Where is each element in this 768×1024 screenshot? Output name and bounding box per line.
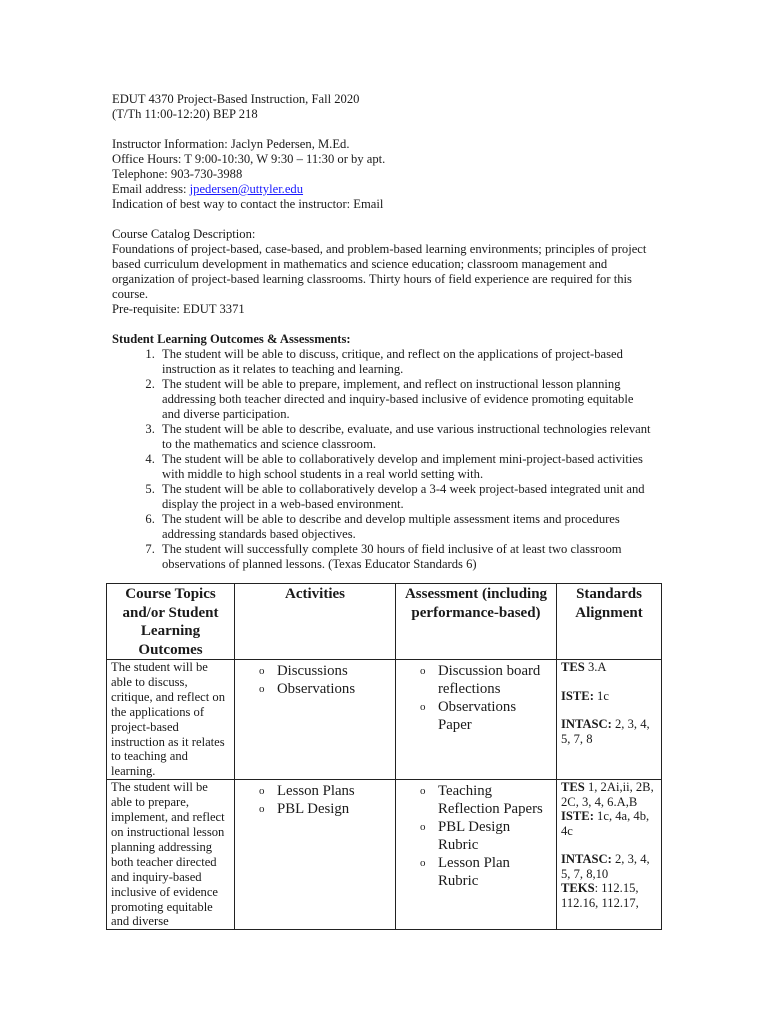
instructor-info: Instructor Information: Jaclyn Pedersen, M.Ed. bbox=[112, 137, 350, 151]
assessment-item: o Observations Paper bbox=[420, 698, 552, 734]
standard-iste: ISTE: 1c bbox=[561, 688, 609, 703]
activities-list bbox=[239, 662, 391, 698]
row-outcome: The student will be able to discuss, critique, and reflect on the applications of project-based instruction as it relates to teaching and learning. bbox=[107, 660, 235, 780]
assessment-item: o Discussion board reflections bbox=[420, 662, 552, 698]
outcomes-heading: Student Learning Outcomes & Assessments: bbox=[112, 332, 351, 346]
row-outcome: The student will be able to prepare, implement, and reflect on instructional lesson planning addressing both teacher directed and inquiry-based inclusive of evidence promoting equitable and diverse bbox=[107, 780, 235, 930]
row-standards bbox=[557, 780, 662, 930]
outcome-item: 6. The student will be able to describe and develop multiple assessment items and procedures addressing standards based objectives. bbox=[158, 512, 653, 542]
table-row bbox=[107, 780, 662, 930]
outcome-item: 5. The student will be able to collaboratively develop a 3-4 week project-based integrated unit and display the project in a web-based environment. bbox=[158, 482, 653, 512]
table-header-row bbox=[107, 584, 662, 660]
row-assessments bbox=[396, 780, 557, 930]
activity-item: o Lesson Plans bbox=[259, 782, 391, 800]
standard-intasc: INTASC: 2, 3, 4, 5, 7, 8,10 bbox=[561, 852, 650, 881]
standard-intasc: INTASC: 2, 3, 4, 5, 7, 8 bbox=[561, 717, 650, 746]
course-schedule: (T/Th 11:00-12:20) BEP 218 bbox=[112, 107, 258, 121]
outcome-item: 4. The student will be able to collaboratively develop and implement mini-project-based activities with middle to high school students in a real world setting with. bbox=[158, 452, 653, 482]
row-activities bbox=[235, 780, 396, 930]
table-row bbox=[107, 660, 662, 780]
row-assessments bbox=[396, 660, 557, 780]
office-hours: Office Hours: T 9:00-10:30, W 9:30 – 11:30 or by apt. bbox=[112, 152, 386, 166]
standard-teks: TEKS: 112.15, 112.16, 112.17, bbox=[561, 881, 639, 910]
telephone: Telephone: 903-730-3988 bbox=[112, 167, 243, 181]
catalog-description: Foundations of project-based, case-based, and problem-based learning environments; principles of project based curriculum development in mathematics and science education; classroom management and organization of project-based learning classrooms. Thirty hours of field experience are required for this course. bbox=[112, 242, 647, 301]
assessment-item: o Teaching Reflection Papers bbox=[420, 782, 552, 818]
alignment-table bbox=[106, 583, 662, 930]
row-standards bbox=[557, 660, 662, 780]
standard-tes: TES 1, 2Ai,ii, 2B, 2C, 3, 4, 6.A,B bbox=[561, 780, 654, 809]
assessments-list bbox=[400, 662, 552, 734]
standard-iste: ISTE: 1c, 4a, 4b, 4c bbox=[561, 809, 650, 838]
email-link[interactable]: jpedersen@uttyler.edu bbox=[189, 182, 304, 196]
contact-preference: Indication of best way to contact the instructor: Email bbox=[112, 197, 384, 211]
header-assessment: Assessment (including performance-based) bbox=[396, 584, 557, 660]
prerequisite: Pre-requisite: EDUT 3371 bbox=[112, 302, 245, 316]
header-course-topics: Course Topics and/or Student Learning Outcomes bbox=[107, 584, 235, 660]
header-standards: Standards Alignment bbox=[557, 584, 662, 660]
outcome-item: 3. The student will be able to describe, evaluate, and use various instructional technologies relevant to the mathematics and science classroom. bbox=[158, 422, 653, 452]
header-activities: Activities bbox=[235, 584, 396, 660]
assessments-list bbox=[400, 782, 552, 890]
outcome-item: 2. The student will be able to prepare, implement, and reflect on instructional lesson planning addressing both teacher directed and inquiry-based inclusive of evidence promoting equitable and diverse participation. bbox=[158, 377, 653, 422]
activity-item: o PBL Design bbox=[259, 800, 391, 818]
standard-tes: TES 3.A bbox=[561, 660, 607, 674]
outcome-item: 7. The student will successfully complete 30 hours of field inclusive of at least two classroom observations of planned lessons. (Texas Educator Standards 6) bbox=[158, 542, 653, 572]
row-activities bbox=[235, 660, 396, 780]
outcome-item: 1. The student will be able to discuss, critique, and reflect on the applications of project-based instruction as it relates to teaching and learning. bbox=[158, 347, 653, 377]
activity-item: o Observations bbox=[259, 680, 391, 698]
activity-item: o Discussions bbox=[259, 662, 391, 680]
email-line bbox=[112, 182, 672, 197]
course-title: EDUT 4370 Project-Based Instruction, Fall 2020 bbox=[112, 92, 360, 106]
assessment-item: o PBL Design Rubric bbox=[420, 818, 552, 854]
syllabus-page bbox=[112, 92, 672, 572]
email-label: Email address: bbox=[112, 182, 190, 196]
catalog-heading: Course Catalog Description: bbox=[112, 227, 256, 241]
activities-list bbox=[239, 782, 391, 818]
outcomes-list bbox=[112, 347, 653, 572]
assessment-item: o Lesson Plan Rubric bbox=[420, 854, 552, 890]
